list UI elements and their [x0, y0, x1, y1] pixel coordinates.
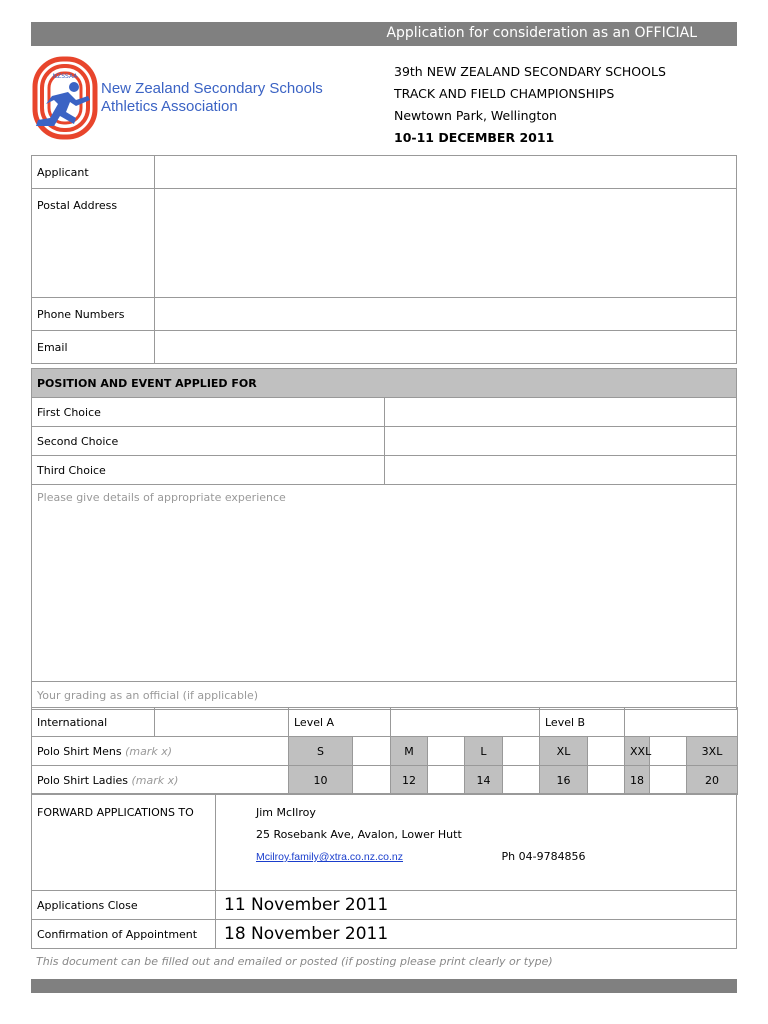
event-dates: 10-11 DECEMBER 2011 [394, 130, 555, 145]
level-b-field[interactable] [625, 708, 738, 737]
event-line-3: Newtown Park, Wellington [394, 108, 557, 123]
second-choice-field[interactable] [384, 427, 737, 456]
mens-size-3xl: 3XL [687, 737, 738, 766]
ladies-size-10: 10 [289, 766, 353, 795]
postal-address-label: Postal Address [32, 189, 155, 298]
mens-size-xxl: XXL [625, 737, 650, 766]
ladies-size-14-mark[interactable] [503, 766, 540, 795]
mens-size-m: M [391, 737, 428, 766]
position-heading: POSITION AND EVENT APPLIED FOR [32, 369, 737, 398]
applications-close-label: Applications Close [32, 891, 216, 920]
polo-mens-label: Polo Shirt Mens (mark x) [32, 737, 289, 766]
level-a-label: Level A [289, 708, 391, 737]
email-field[interactable] [155, 331, 737, 364]
association-name [101, 80, 323, 116]
confirmation-label: Confirmation of Appointment [32, 920, 216, 949]
level-a-field[interactable] [391, 708, 540, 737]
association-name-line1: New Zealand Secondary Schools [101, 80, 323, 97]
forward-contact [216, 794, 737, 891]
ladies-size-20: 20 [687, 766, 738, 795]
third-choice-field[interactable] [384, 456, 737, 485]
mens-size-s: S [289, 737, 353, 766]
contact-email-link[interactable]: Mcilroy.family@xtra.co.nz.co.nz [256, 851, 403, 863]
confirmation-date: 18 November 2011 [216, 920, 737, 949]
postal-address-field[interactable] [155, 189, 737, 298]
ladies-size-12: 12 [391, 766, 428, 795]
applications-close-date: 11 November 2011 [216, 891, 737, 920]
event-line-2: TRACK AND FIELD CHAMPIONSHIPS [394, 86, 615, 101]
mens-size-xl-mark[interactable] [588, 737, 625, 766]
association-name-line2: Athletics Association [101, 98, 238, 115]
third-choice-label: Third Choice [32, 456, 385, 485]
applicant-details-table [31, 155, 737, 364]
event-line-1: 39th NEW ZEALAND SECONDARY SCHOOLS [394, 64, 666, 79]
ladies-size-16: 16 [540, 766, 588, 795]
contact-phone: Ph 04-9784856 [501, 850, 586, 863]
first-choice-label: First Choice [32, 398, 385, 427]
mens-size-s-mark[interactable] [353, 737, 391, 766]
forward-label: FORWARD APPLICATIONS TO [32, 794, 216, 891]
event-details [394, 61, 666, 149]
applicant-field[interactable] [155, 156, 737, 189]
email-label: Email [32, 331, 155, 364]
form-title: Application for consideration as an OFFICIAL [386, 25, 697, 41]
grading-and-polo-table [31, 707, 738, 795]
international-field[interactable] [155, 708, 289, 737]
ladies-size-12-mark[interactable] [428, 766, 465, 795]
second-choice-label: Second Choice [32, 427, 385, 456]
grading-field[interactable]: Your grading as an official (if applicable) [32, 682, 737, 710]
footer-bar [31, 979, 737, 993]
first-choice-field[interactable] [384, 398, 737, 427]
forward-applications-table [31, 793, 737, 949]
mens-size-l-mark[interactable] [503, 737, 540, 766]
phone-numbers-label: Phone Numbers [32, 298, 155, 331]
ladies-size-18-mark[interactable] [650, 766, 687, 795]
logo-badge: NZSSAA [52, 73, 78, 80]
form-title-bar [31, 22, 737, 46]
contact-name: Jim McIlroy [256, 806, 316, 819]
mens-size-m-mark[interactable] [428, 737, 465, 766]
mens-size-l: L [465, 737, 503, 766]
mens-size-xl: XL [540, 737, 588, 766]
phone-numbers-field[interactable] [155, 298, 737, 331]
position-table [31, 368, 737, 710]
experience-field[interactable]: Please give details of appropriate experience [32, 485, 737, 682]
ladies-size-18: 18 [625, 766, 650, 795]
level-b-label: Level B [540, 708, 625, 737]
ladies-size-10-mark[interactable] [353, 766, 391, 795]
nzssaa-logo [32, 56, 102, 140]
ladies-size-14: 14 [465, 766, 503, 795]
ladies-size-16-mark[interactable] [588, 766, 625, 795]
mens-size-xxl-mark[interactable] [650, 737, 687, 766]
applicant-label: Applicant [32, 156, 155, 189]
footer-note: This document can be filled out and emailed or posted (if posting please print clearly or type) [36, 955, 553, 968]
polo-ladies-label: Polo Shirt Ladies (mark x) [32, 766, 289, 795]
contact-address: 25 Rosebank Ave, Avalon, Lower Hutt [256, 828, 462, 841]
international-label: International [32, 708, 155, 737]
